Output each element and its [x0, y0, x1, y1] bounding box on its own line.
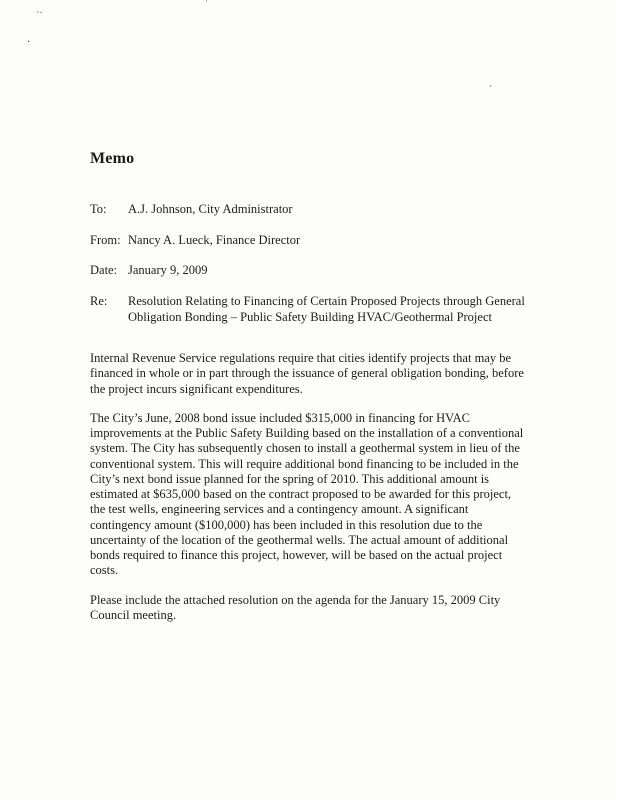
from-value: Nancy A. Lueck, Finance Director — [128, 232, 301, 247]
re-label: Re: — [90, 293, 108, 308]
paragraph-agenda-request: Please include the attached resolution on the agenda for the January 15, 2009 City Council meeting. — [90, 592, 501, 622]
date-label: Date: — [90, 263, 118, 278]
memo-field-date — [90, 263, 528, 279]
paragraph-bond-details: The City’s June, 2008 bond issue included $315,000 in financing for HVAC improvements at the Public Safety Building based on the installation of a conventional system. The City has subsequently chosen to install a geothermal system in lieu of the conventional system. This will require additional bond financing to be included in the City’s next bond issue planned for the spring of 2010. This additional amount is estimated at $635,000 based on the contract proposed to be awarded for this project, the test wells, engineering services and a contingency amount. A significant contingency amount ($100,000) has been included in this resolution due to the uncertainty of the location of the geothermal wells. The actual amount of additional bonds required to finance this project, however, will be based on the actual project costs. — [90, 410, 524, 578]
to-value: A.J. Johnson, City Administrator — [128, 202, 293, 216]
paragraph-irs-regulations: Internal Revenue Service regulations require that cities identify projects that may be financed in whole or in part through the issuance of general obligation bonding, before the project incurs significant expenditures. — [90, 351, 524, 396]
scan-artifact-right: ˋ — [489, 85, 493, 96]
scan-artifact-top-center: ˈ — [205, 0, 209, 10]
to-label: To: — [90, 202, 107, 216]
date-value: January 9, 2009 — [128, 263, 208, 278]
memo-field-re — [90, 294, 528, 325]
memo-header-fields — [90, 202, 528, 325]
memo-field-to — [90, 202, 528, 218]
memo-body — [90, 351, 528, 623]
memo-field-from — [90, 233, 528, 249]
scan-artifact-left: ‧ — [27, 37, 31, 48]
re-value: Resolution Relating to Financing of Certain Proposed Projects through General Obligation Bonding – Public Safety Building HVAC/Geothermal Project — [128, 293, 525, 324]
scan-artifact-top-left: ˊ˙ — [36, 11, 43, 22]
memo-title: Memo — [90, 150, 135, 167]
from-label: From: — [90, 232, 121, 247]
memo-content — [90, 150, 528, 637]
